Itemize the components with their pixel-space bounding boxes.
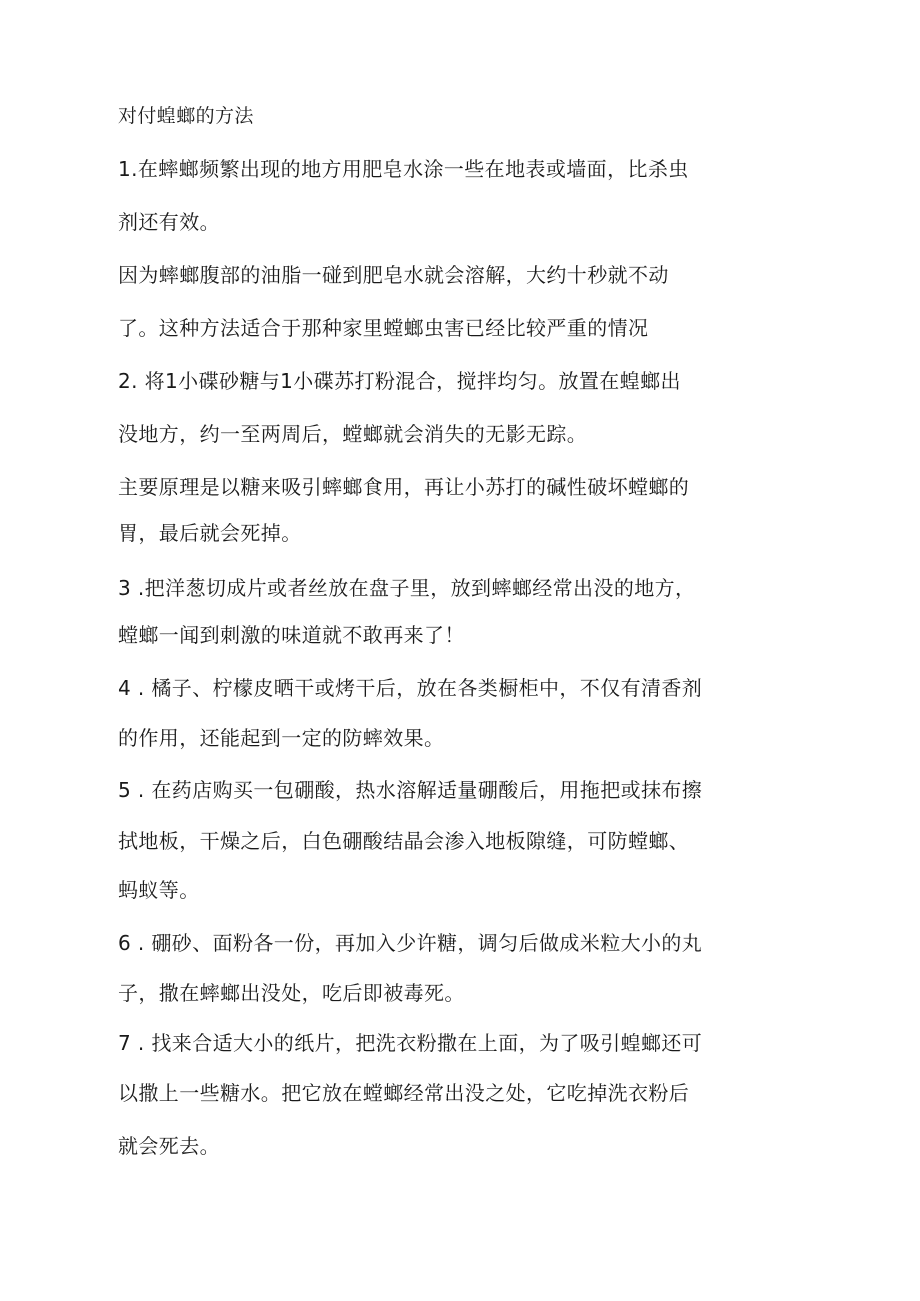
text-line: 4 . 橘子、柠檬皮晒干或烤干后，放在各类橱柜中，不仅有清香剂: [118, 676, 703, 700]
text-line: 因为蟀螂腹部的油脂一碰到肥皂水就会溶解，大约十秒就不动: [118, 263, 669, 287]
text-line: 5 . 在药店购买一包硼酸，热水溶解适量硼酸后，用拖把或抹布擦: [118, 778, 703, 802]
text-line: 剂还有效。: [118, 210, 220, 234]
text-line: 螳螂一闻到刺激的味道就不敢再来了！: [118, 623, 465, 647]
text-line: 了。这种方法适合于那种家里螳螂虫害已经比较严重的情况: [118, 316, 649, 340]
text-line: 7 . 找来合适大小的纸片，把洗衣粉撒在上面，为了吸引蝗螂还可: [118, 1031, 703, 1055]
text-line: 2. 将1小碟砂糖与1小碟苏打粉混合，搅拌均匀。放置在蝗螂出: [118, 369, 681, 393]
text-line: 3 .把洋葱切成片或者丝放在盘子里，放到蟀螂经常出没的地方，: [118, 576, 696, 600]
text-line: 6 . 硼砂、面粉各一份，再加入少许糖，调匀后做成米粒大小的丸: [118, 931, 703, 955]
text-line: 以撒上一些糖水。把它放在螳螂经常出没之处，它吃掉洗衣粉后: [118, 1081, 690, 1105]
text-line: 的作用，还能起到一定的防蟀效果。: [118, 726, 445, 750]
text-line: 蚂蚁等。: [118, 878, 200, 902]
text-line: 胃，最后就会死掉。: [118, 521, 302, 545]
text-line: 拭地板，干燥之后，白色硼酸结晶会渗入地板隙缝，可防螳螂、: [118, 829, 690, 853]
text-line: 主要原理是以糖来吸引蟀螂食用，再让小苏打的碱性破坏螳螂的: [118, 475, 690, 499]
document-title: 对付蝗螂的方法: [118, 105, 254, 127]
text-line: 1.在蟀螂频繁出现的地方用肥皂水涂一些在地表或墙面，比杀虫: [118, 157, 689, 181]
text-line: 子，撒在蟀螂出没处，吃后即被毒死。: [118, 981, 465, 1005]
text-line: 就会死去。: [118, 1134, 220, 1158]
text-line: 没地方，约一至两周后，螳螂就会消失的无影无踪。: [118, 422, 588, 446]
